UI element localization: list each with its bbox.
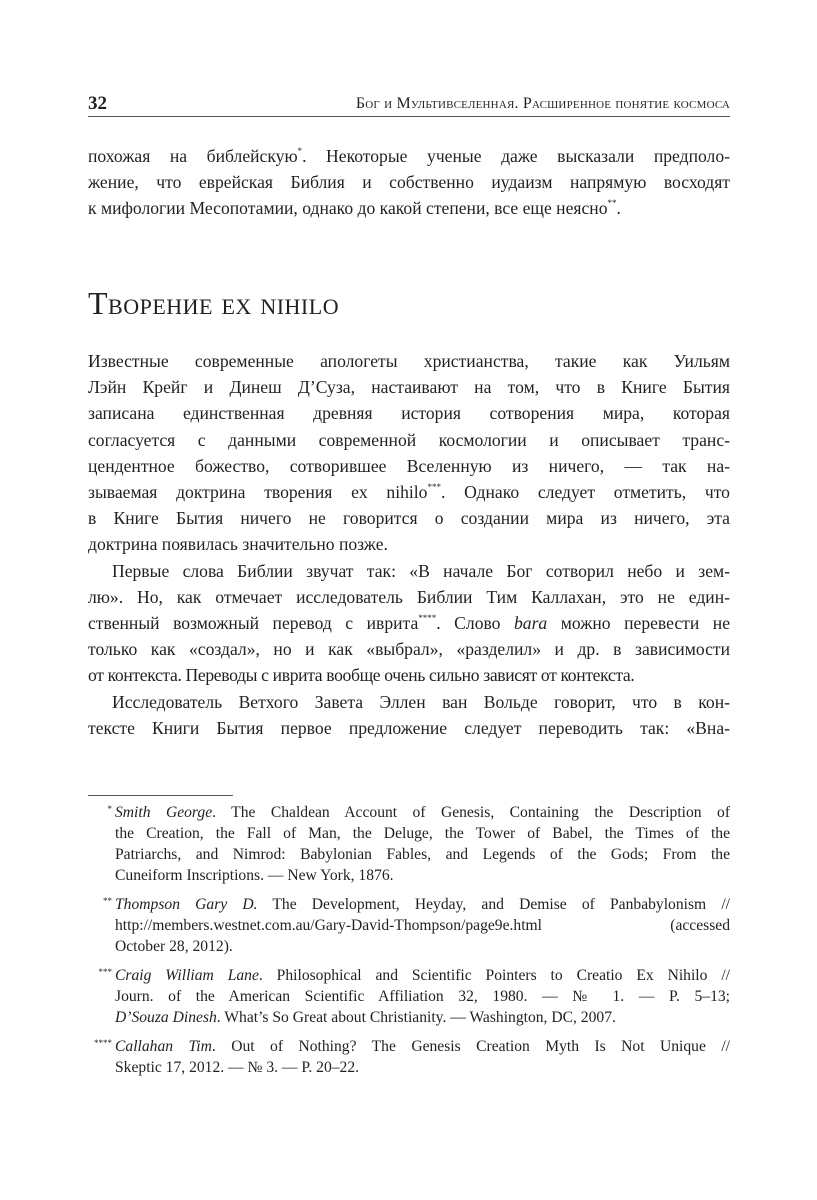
footnote-mark: *** — [98, 967, 112, 977]
section-body — [88, 348, 730, 741]
text-line: в Книге Бытия ничего не говорится о создании мира из ничего, эта — [88, 508, 730, 529]
footnote-ref-1[interactable]: * — [297, 146, 303, 156]
text-line: от контекста. Переводы с иврита вообще очень сильно зависят от контекста. — [88, 665, 635, 686]
footnote-1: * Smith George. The Chaldean Account of Genesis, Containing the Description of the Creation, the Fall of Man, the Deluge, the Tower of Babel, the Times of the Patriarchs, and Nimrod: Babylonian Fables, and Legends of the Gods; From the Cuneiform Inscriptions. — New York, 1876. — [88, 802, 730, 886]
footnote-ref-4[interactable]: **** — [418, 613, 437, 624]
running-title: Бог и Мультивселенная. Расширенное понятие космоса — [355, 95, 730, 112]
footnote-author: Smith George — [115, 804, 213, 821]
paragraph-continuation — [88, 143, 730, 222]
footnote-2: ** Thompson Gary D. The Development, Heyday, and Demise of Panbabylonism // http://members.westnet.com.au/Gary-David-Thompson/page9e.html (accessed October 28, 2012). — [88, 894, 730, 957]
footnote-ref-2[interactable]: ** — [607, 198, 617, 209]
section-heading: Творение ex nihilo — [88, 285, 340, 321]
footnote-3: *** Craig William Lane. Philosophical and Scientific Pointers to Creatio Ex Nihilo // Journ. of the American Scientific Affiliation 32, 1980. — № 1. — P. 5–13; D’Souza Dinesh. What’s So Great about Christianity. — Washington, DC, 2007. — [88, 965, 730, 1028]
footnote-author: D’Souza Dinesh — [115, 1009, 217, 1026]
running-head — [88, 92, 730, 117]
text-line: тексте Книги Бытия первое предложение следует переводить так: «Вна- — [88, 717, 730, 738]
text-line: согласуется с данными современной космологии и описывает транс- — [88, 429, 730, 450]
text-line: только как «создал», но и как «выбрал», «разделил» и др. в зависимости — [88, 639, 730, 660]
footnote-mark: * — [107, 804, 112, 814]
page-number: 32 — [88, 93, 107, 114]
text-line: доктрина появилась значительно позже. — [88, 534, 388, 555]
text-line: лю». Но, как отмечает исследователь Библии Тим Каллахан, это не един- — [88, 586, 730, 607]
text-line: к мифологии Месопотамии, однако до какой степени, все еще неясно**. — [88, 198, 621, 219]
text-line: ственный возможный перевод с иврита****. Слово bara можно перевести не — [88, 613, 731, 634]
text-line: Лэйн Крейг и Динеш Д’Суза, настаивают на том, что в Книге Бытия — [88, 377, 730, 398]
footnote-author: Callahan Tim — [115, 1038, 212, 1055]
text-line: Исследователь Ветхого Завета Эллен ван Вольде говорит, что в кон- — [112, 691, 730, 712]
text-line: похожая на библейскую*. Некоторые ученые даже высказали предполо- — [88, 146, 730, 166]
footnote-4: **** Callahan Tim. Out of Nothing? The Genesis Creation Myth Is Not Unique // Skeptic 17, 2012. — № 3. — P. 20–22. — [88, 1036, 730, 1078]
footnote-mark: **** — [94, 1038, 112, 1048]
footnote-author: Craig William Lane — [115, 967, 259, 984]
italic-term: bara — [513, 613, 548, 634]
footnotes — [88, 802, 730, 1086]
text-line: цендентное божество, сотворившее Вселенную из ничего, — так на- — [88, 455, 730, 476]
footnote-mark: ** — [103, 896, 112, 906]
footnote-author: Thompson Gary D. — [115, 896, 258, 913]
text-line: записана единственная древняя история сотворения мира, которая — [88, 403, 730, 424]
footnote-separator — [88, 795, 233, 796]
text-line: жение, что еврейская Библия и собственно иудаизм напрямую восходят — [88, 172, 730, 193]
footnote-link[interactable]: http://members.westnet.com.au/Gary-David-Thompson/page9e.html (accessed — [115, 917, 730, 934]
text-line: Первые слова Библии звучат так: «В начале Бог сотворил небо и зем- — [112, 560, 730, 581]
text-line: Известные современные апологеты христианства, такие как Уильям — [88, 351, 730, 371]
footnote-ref-3[interactable]: *** — [427, 482, 441, 493]
text-line: зываемая доктрина творения ex nihilo***. Однако следует отметить, что — [88, 482, 730, 503]
